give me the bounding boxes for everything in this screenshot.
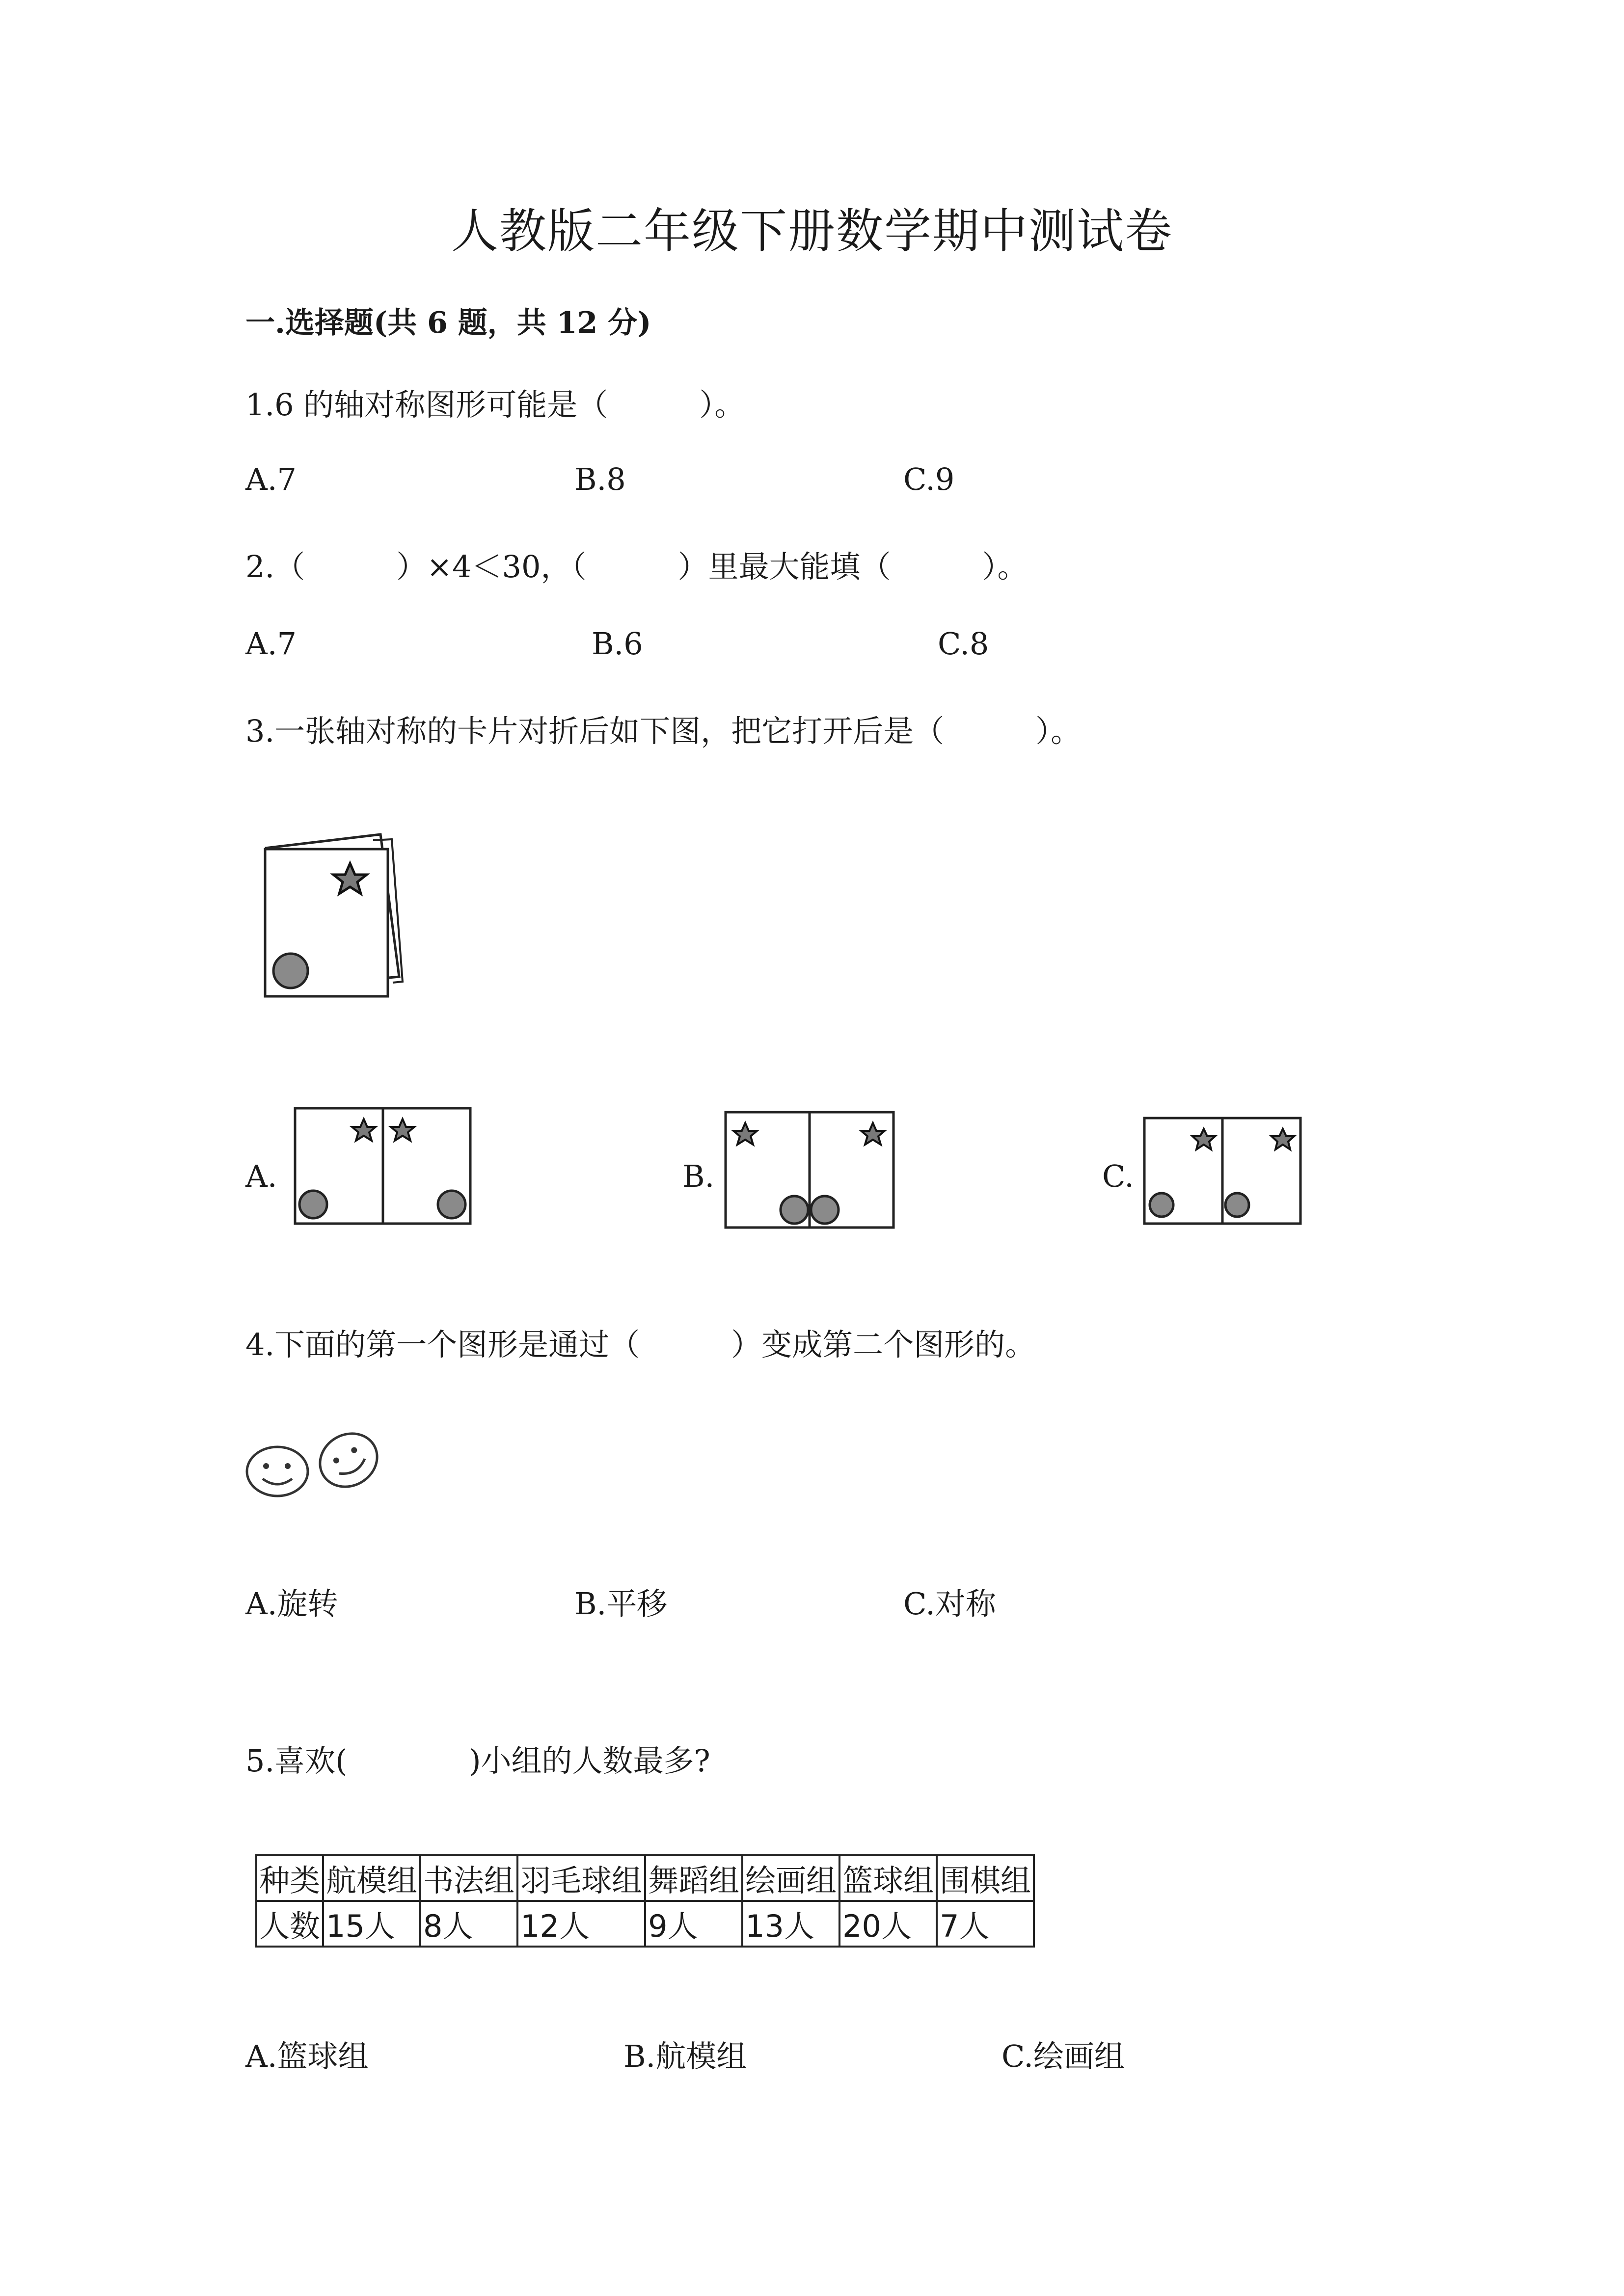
table-cell: 12人	[517, 1901, 645, 1947]
table-cell: 8人	[420, 1901, 517, 1947]
circle-icon	[811, 1196, 839, 1224]
folded-card-figure	[260, 829, 407, 1001]
table-header-cell: 绘画组	[742, 1855, 839, 1901]
q4-option-b: B.平移	[574, 1586, 668, 1622]
table-header-cell: 书法组	[420, 1855, 517, 1901]
table-header-cell: 种类	[256, 1855, 323, 1901]
table-header-cell: 航模组	[323, 1855, 420, 1901]
question-3: 3.一张轴对称的卡片对折后如下图，把它打开后是（ ）。	[245, 713, 1082, 749]
question-1: 1.6 的轴对称图形可能是（ ）。	[245, 387, 745, 423]
smiley-figure	[245, 1431, 388, 1509]
option-a-card-figure	[294, 1107, 473, 1227]
q3-option-c: C.	[1102, 1158, 1134, 1194]
q2-option-a: A.7	[245, 626, 297, 662]
table-header-cell: 羽毛球组	[517, 1855, 645, 1901]
circle-icon	[1225, 1193, 1249, 1217]
page-title: 人教版二年级下册数学期中测试卷	[451, 204, 1173, 259]
option-c-card-figure	[1143, 1117, 1302, 1227]
q5-option-a: A.篮球组	[245, 2038, 369, 2074]
q2-option-c: C.8	[938, 626, 989, 662]
q1-option-a: A.7	[245, 461, 297, 497]
q4-option-a: A.旋转	[245, 1586, 338, 1622]
table-header-cell: 舞蹈组	[645, 1855, 742, 1901]
circle-icon	[438, 1191, 465, 1218]
q3-option-a: A.	[245, 1158, 277, 1194]
smiley-face-icon	[247, 1447, 308, 1496]
table-cell: 9人	[645, 1901, 742, 1947]
option-b-card-figure	[724, 1111, 896, 1231]
circle-icon	[273, 954, 308, 988]
table-cell: 7人	[937, 1901, 1034, 1947]
table-cell: 15人	[323, 1901, 420, 1947]
table-row	[256, 1855, 1034, 1901]
q5-option-b: B.航模组	[623, 2038, 747, 2074]
circle-icon	[781, 1196, 808, 1224]
q1-option-b: B.8	[574, 461, 626, 497]
section-heading: 一.选择题(共 6 题，共 12 分)	[245, 306, 651, 340]
circle-icon	[299, 1191, 327, 1218]
table-cell: 人数	[256, 1901, 323, 1947]
q4-option-c: C.对称	[903, 1586, 996, 1622]
data-table	[255, 1854, 1035, 1948]
question-4: 4.下面的第一个图形是通过（ ）变成第二个图形的。	[245, 1327, 1036, 1362]
q5-option-c: C.绘画组	[1001, 2038, 1125, 2074]
q2-option-b: B.6	[592, 626, 643, 662]
smiley-face-rotated-icon	[310, 1423, 387, 1497]
question-2: 2.（ ）×4＜30，（ ）里最大能填（ ）。	[245, 549, 1028, 585]
circle-icon	[1150, 1193, 1173, 1217]
table-header-cell: 围棋组	[937, 1855, 1034, 1901]
q3-option-b: B.	[682, 1158, 715, 1194]
q1-option-c: C.9	[903, 461, 955, 497]
table-cell: 20人	[839, 1901, 937, 1947]
table-row	[256, 1901, 1034, 1947]
table-cell: 13人	[742, 1901, 839, 1947]
table-header-cell: 篮球组	[839, 1855, 937, 1901]
question-5: 5.喜欢( )小组的人数最多?	[245, 1743, 710, 1779]
